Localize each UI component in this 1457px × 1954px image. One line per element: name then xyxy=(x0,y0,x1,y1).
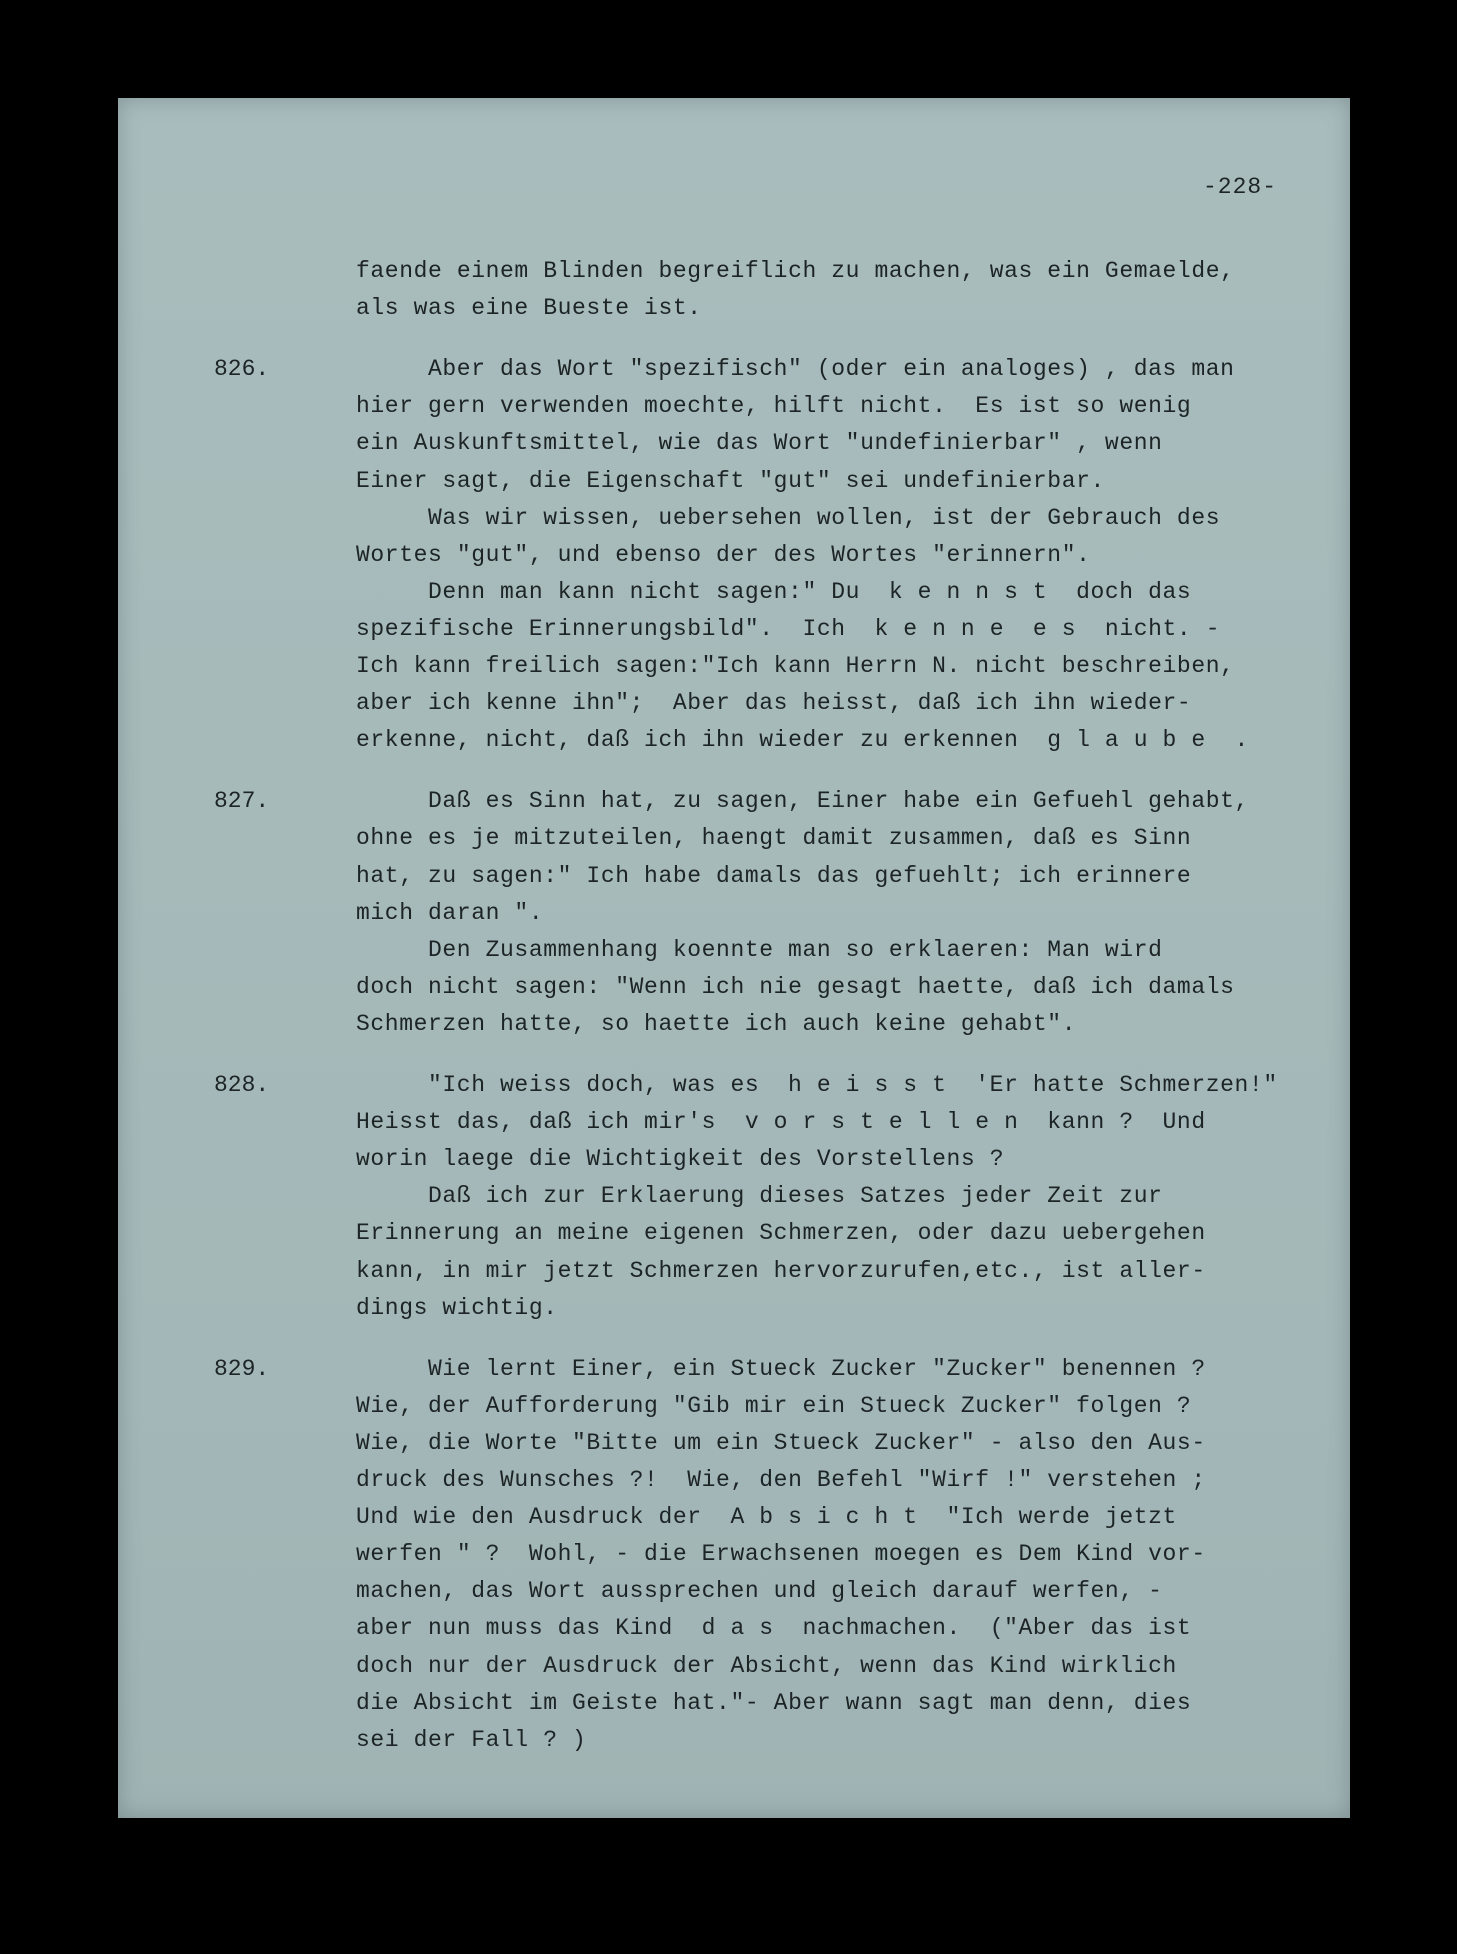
text-line: Wie, der Aufforderung "Gib mir ein Stueck Zucker" folgen ? xyxy=(356,1392,1192,1419)
text-line: Erinnerung an meine eigenen Schmerzen, oder dazu uebergehen xyxy=(356,1220,1206,1247)
text-line: Wortes "gut", und ebenso der des Wortes "erinnern". xyxy=(356,541,1091,568)
text-line: Ich kann freilich sagen:"Ich kann Herrn N. nicht beschreiben, xyxy=(356,653,1235,679)
text-line: kann, in mir jetzt Schmerzen hervorzurufen,etc., ist aller- xyxy=(356,1257,1206,1284)
paragraph-number: 829. xyxy=(214,1355,270,1382)
paragraph-number: 828. xyxy=(214,1072,270,1098)
text-line: Wie lernt Einer, ein Stueck Zucker "Zucker" benennen ? xyxy=(428,1355,1206,1382)
text-line: Daß es Sinn hat, zu sagen, Einer habe ein Gefuehl gehabt, xyxy=(428,788,1249,815)
text-line: Einer sagt, die Eigenschaft "gut" sei undefinierbar. xyxy=(356,467,1105,494)
text-line: ein Auskunftsmittel, wie das Wort "undefinierbar" , wenn xyxy=(356,430,1163,457)
text-line: spezifische Erinnerungsbild". Ich k e n n e e s nicht. - xyxy=(356,615,1221,642)
text-line: Und wie den Ausdruck der A b s i c h t "Ich werde jetzt xyxy=(356,1504,1177,1531)
paragraph-number: 827. xyxy=(214,788,270,815)
text-line: mich daran ". xyxy=(356,899,544,926)
text-line: hat, zu sagen:" Ich habe damals das gefuehlt; ich erinnere xyxy=(356,862,1192,889)
text-line: Heisst das, daß ich mir's v o r s t e l l e n kann ? Und xyxy=(356,1109,1206,1136)
text-line: werfen " ? Wohl, - die Erwachsenen moegen es Dem Kind vor- xyxy=(356,1541,1206,1568)
text-line: Aber das Wort "spezifisch" (oder ein analoges) , das man xyxy=(428,356,1235,383)
text-line: Daß ich zur Erklaerung dieses Satzes jeder Zeit zur xyxy=(428,1183,1163,1210)
text-line: Denn man kann nicht sagen:" Du k e n n s t doch das xyxy=(428,578,1192,605)
text-line: ohne es je mitzuteilen, haengt damit zusammen, daß es Sinn xyxy=(356,825,1192,852)
text-line: Den Zusammenhang koennte man so erklaeren: Man wird xyxy=(428,936,1163,963)
text-line: erkenne, nicht, daß ich ihn wieder zu erkennen g l a u b e . xyxy=(356,727,1249,754)
text-line: "Ich weiss doch, was es h e i s s t 'Er hatte Schmerzen!" xyxy=(428,1072,1278,1098)
text-line: Wie, die Worte "Bitte um ein Stueck Zucker" - also den Aus- xyxy=(356,1429,1206,1456)
text-line: doch nur der Ausdruck der Absicht, wenn das Kind wirklich xyxy=(356,1652,1177,1679)
text-line: die Absicht im Geiste hat."- Aber wann sagt man denn, dies xyxy=(356,1689,1192,1716)
text-line: faende einem Blinden begreiflich zu machen, was ein Gemaelde, xyxy=(356,258,1235,284)
text-line: worin laege die Wichtigkeit des Vorstellens ? xyxy=(356,1146,1005,1173)
text-line: Was wir wissen, uebersehen wollen, ist der Gebrauch des xyxy=(428,504,1221,531)
paragraph-number: 826. xyxy=(214,356,270,383)
text-line: sei der Fall ? ) xyxy=(356,1726,587,1753)
text-line: machen, das Wort aussprechen und gleich darauf werfen, - xyxy=(356,1578,1163,1605)
text-line: druck des Wunsches ?! Wie, den Befehl "Wirf !" verstehen ; xyxy=(356,1467,1206,1493)
text-line: aber nun muss das Kind d a s nachmachen. ("Aber das ist xyxy=(356,1615,1192,1642)
text-line: dings wichtig. xyxy=(356,1294,558,1321)
text-line: als was eine Bueste ist. xyxy=(356,295,702,322)
text-line: doch nicht sagen: "Wenn ich nie gesagt haette, daß ich damals xyxy=(356,973,1235,1000)
text-line: hier gern verwenden moechte, hilft nicht. Es ist so wenig xyxy=(356,393,1192,420)
page-number: -228- xyxy=(1203,174,1278,200)
text-line: Schmerzen hatte, so haette ich auch keine gehabt". xyxy=(356,1010,1077,1037)
text-line: aber ich kenne ihn"; Aber das heisst, daß ich ihn wieder- xyxy=(356,690,1192,717)
typescript-page xyxy=(118,98,1350,1818)
